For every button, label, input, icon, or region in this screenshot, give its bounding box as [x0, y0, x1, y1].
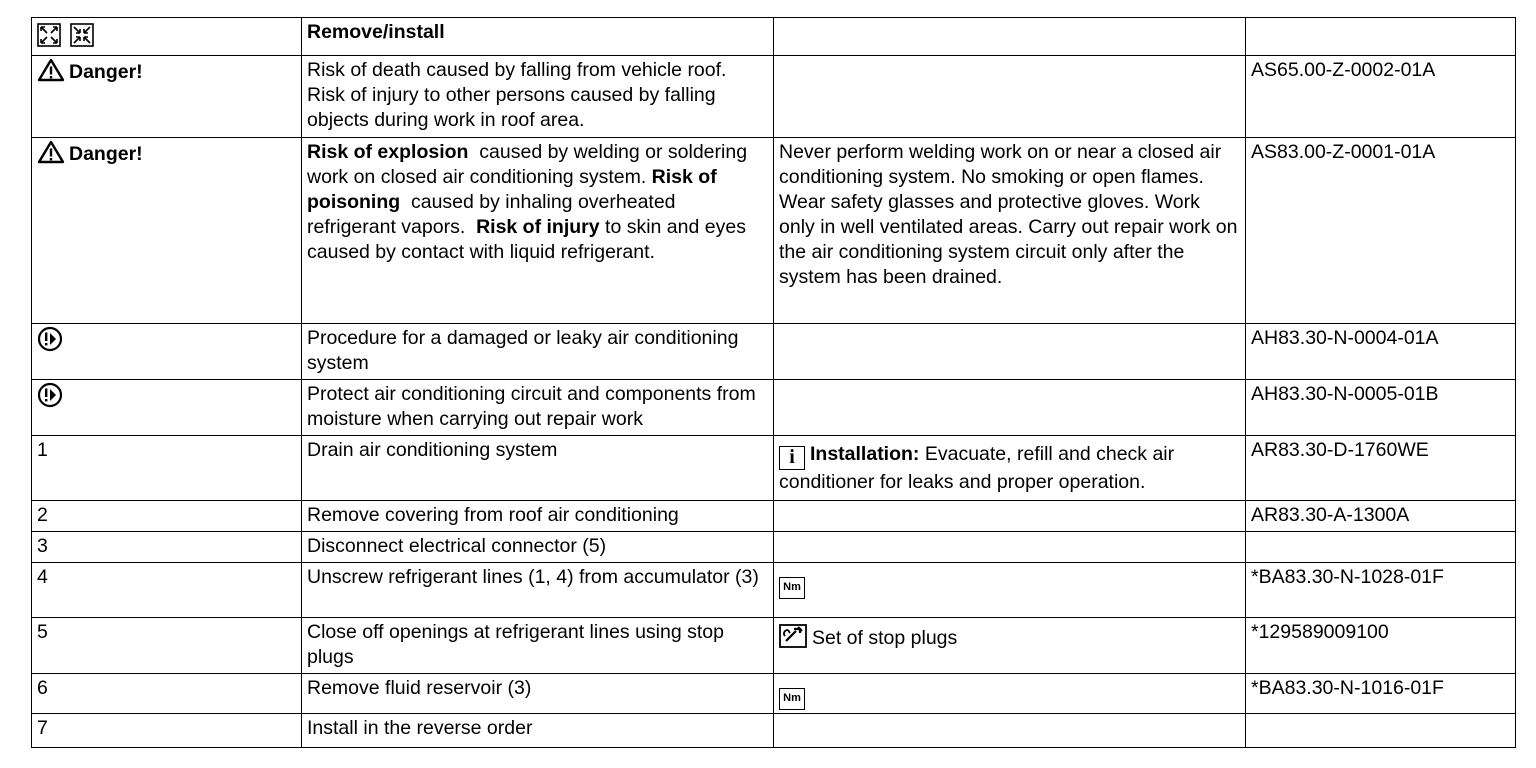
table-row [32, 501, 1516, 532]
note-circle-icon [37, 382, 63, 408]
step-note [774, 436, 1246, 501]
step-text: Drain air conditioning system [302, 436, 774, 501]
warning-triangle-icon [37, 140, 65, 164]
step-note [774, 618, 1246, 674]
risk-bold: Risk of injury [476, 216, 600, 238]
torque-nm-icon: Nm [779, 577, 805, 599]
step-number: 1 [32, 436, 302, 501]
table-row [32, 56, 1516, 138]
table-row [32, 324, 1516, 380]
table-row [32, 380, 1516, 436]
step-number: 6 [32, 674, 302, 714]
collapse-icon[interactable] [70, 23, 94, 47]
note-cell [32, 380, 302, 436]
reference-link[interactable]: AH83.30-N-0004-01A [1246, 324, 1516, 380]
expand-icon[interactable] [37, 23, 61, 47]
step-text: Procedure for a damaged or leaky air conditioning system [302, 324, 774, 380]
danger-label: Danger! [69, 61, 143, 83]
reference-link[interactable]: AH83.30-N-0005-01B [1246, 380, 1516, 436]
header-empty-cell [1246, 18, 1516, 56]
risk-bold: Risk of explosion [307, 141, 469, 163]
table-row [32, 532, 1516, 563]
reference-link[interactable]: *BA83.30-N-1028-01F [1246, 563, 1516, 618]
reference-link[interactable] [1246, 714, 1516, 748]
note-circle-icon [37, 326, 63, 352]
step-note [774, 56, 1246, 138]
step-note [774, 674, 1246, 714]
special-tool-icon [779, 624, 807, 648]
step-note [774, 380, 1246, 436]
table-row [32, 138, 1516, 324]
installation-label: Installation: [810, 443, 920, 465]
risk-text: caused by welding or soldering work on closed air conditioning system. [307, 141, 753, 188]
header-row [32, 18, 1516, 56]
step-number: 5 [32, 618, 302, 674]
procedure-table [31, 17, 1516, 748]
step-number: 4 [32, 563, 302, 618]
step-text: Remove fluid reservoir (3) [302, 674, 774, 714]
table-row [32, 618, 1516, 674]
step-text: Close off openings at refrigerant lines using stop plugs [302, 618, 774, 674]
reference-link[interactable]: AS83.00-Z-0001-01A [1246, 138, 1516, 324]
danger-label: Danger! [69, 143, 143, 165]
step-number: 3 [32, 532, 302, 563]
step-note: Never perform welding work on or near a closed air conditioning system. No smoking or open flames. Wear safety glasses and protective gloves. Work only in well ventilated areas. Carry out repair work on the air conditioning system circuit only after the system has been drained. [774, 138, 1246, 324]
table-row [32, 563, 1516, 618]
risk-text: caused by inhaling overheated refrigerant vapors. [307, 191, 681, 238]
header-icons-cell [32, 18, 302, 56]
reference-link[interactable]: AR83.30-A-1300A [1246, 501, 1516, 532]
danger-cell [32, 138, 302, 324]
header-title: Remove/install [302, 18, 774, 56]
table-row [32, 714, 1516, 748]
step-text: Protect air conditioning circuit and components from moisture when carrying out repair work [302, 380, 774, 436]
header-empty-cell [774, 18, 1246, 56]
torque-nm-icon: Nm [779, 688, 805, 710]
info-icon: i [779, 446, 805, 470]
warning-triangle-icon [37, 58, 65, 82]
step-text [302, 138, 774, 324]
reference-link[interactable]: *BA83.30-N-1016-01F [1246, 674, 1516, 714]
step-note [774, 324, 1246, 380]
table-row [32, 436, 1516, 501]
reference-link[interactable] [1246, 532, 1516, 563]
installation-text: Evacuate, refill and check air conditioner for leaks and proper operation. [779, 443, 1175, 493]
reference-link[interactable]: AS65.00-Z-0002-01A [1246, 56, 1516, 138]
risk-text: to skin and eyes caused by contact with liquid refrigerant. [307, 216, 746, 263]
reference-link[interactable]: *129589009100 [1246, 618, 1516, 674]
table-row [32, 674, 1516, 714]
risk-bold: Risk of poisoning [307, 166, 717, 213]
step-note [774, 714, 1246, 748]
step-note [774, 563, 1246, 618]
step-text: Remove covering from roof air conditioning [302, 501, 774, 532]
step-text: Unscrew refrigerant lines (1, 4) from accumulator (3) [302, 563, 774, 618]
step-number: 7 [32, 714, 302, 748]
note-cell [32, 324, 302, 380]
tool-name: Set of stop plugs [812, 627, 958, 649]
step-text: Install in the reverse order [302, 714, 774, 748]
step-number: 2 [32, 501, 302, 532]
reference-link[interactable]: AR83.30-D-1760WE [1246, 436, 1516, 501]
danger-cell [32, 56, 302, 138]
step-text: Disconnect electrical connector (5) [302, 532, 774, 563]
step-note [774, 532, 1246, 563]
step-note [774, 501, 1246, 532]
step-text: Risk of death caused by falling from vehicle roof. Risk of injury to other persons caused by falling objects during work in roof area. [302, 56, 774, 138]
